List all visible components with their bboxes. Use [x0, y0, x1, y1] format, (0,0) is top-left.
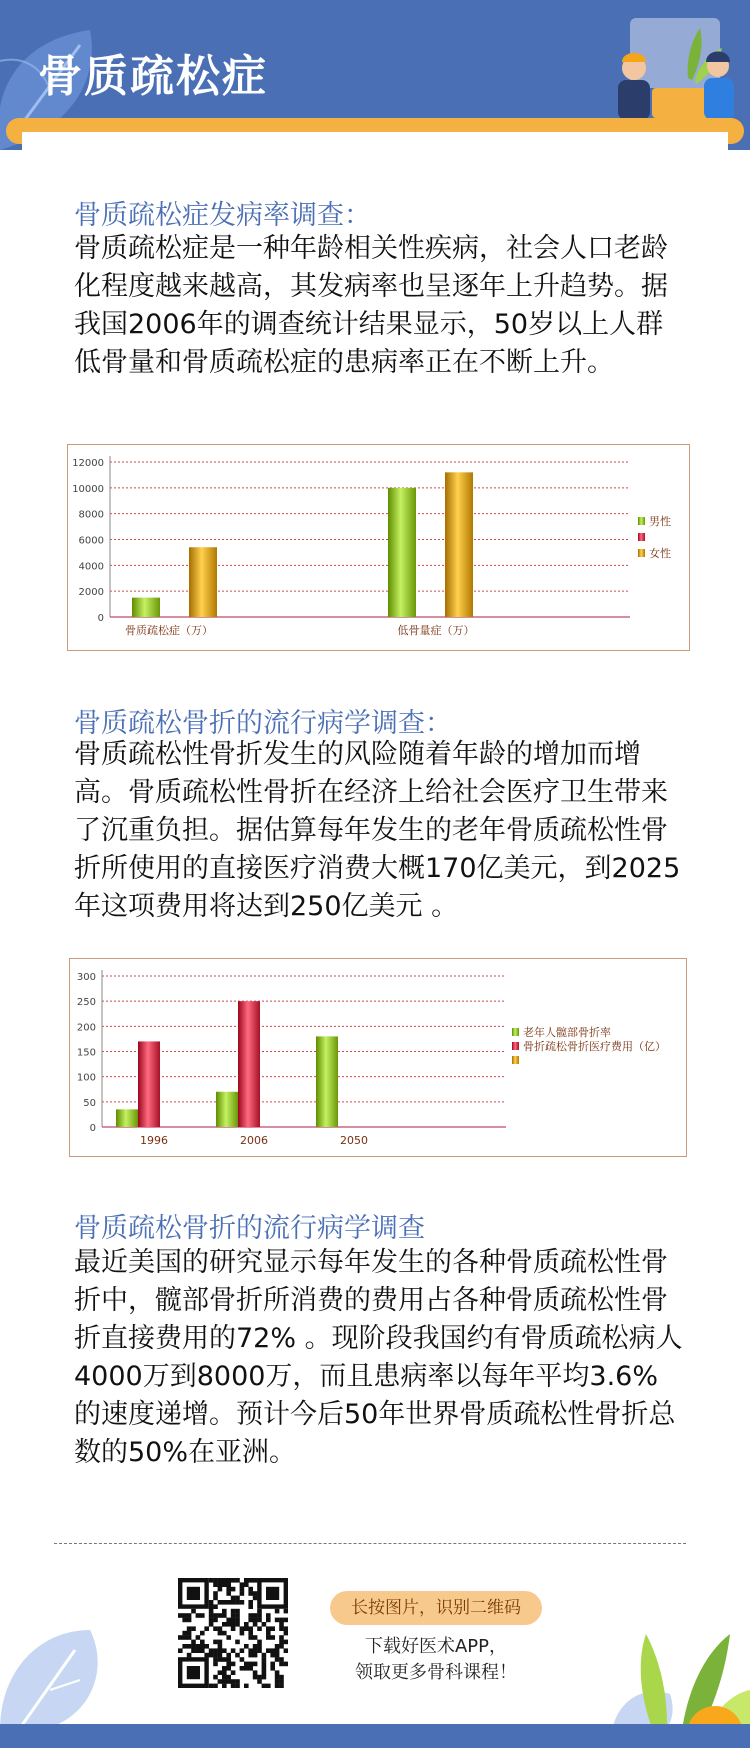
qr-module [262, 1622, 267, 1627]
qr-module [209, 1684, 214, 1688]
chart-fracture-svg [70, 959, 686, 1156]
chart-incidence [67, 444, 690, 651]
qr-module [187, 1635, 192, 1640]
legend-swatch [512, 1028, 519, 1036]
qr-module [248, 1662, 253, 1667]
qr-module [244, 1666, 249, 1671]
qr-module [226, 1578, 231, 1583]
qr-module [240, 1591, 245, 1596]
legend-label: 老年人髋部骨折率 [523, 1026, 611, 1039]
qr-module [266, 1626, 271, 1631]
qr-module [209, 1578, 214, 1583]
qr-module [253, 1578, 258, 1583]
qr-module [213, 1640, 218, 1645]
qr-module [257, 1613, 262, 1618]
y-tick-label: 10000 [72, 483, 104, 495]
qr-module [213, 1662, 218, 1667]
qr-module [235, 1609, 240, 1614]
y-tick-label: 0 [89, 1123, 96, 1134]
qr-module [279, 1622, 284, 1627]
qr-module [284, 1626, 288, 1631]
chart-bar [138, 1041, 160, 1127]
qr-module [218, 1578, 223, 1583]
legend-label: 男性 [649, 515, 671, 528]
qr-module [209, 1648, 214, 1653]
legend-swatch [512, 1042, 519, 1050]
chart-bar [445, 472, 473, 617]
section-title: 骨质疏松症发病率调查： [74, 200, 371, 231]
qr-module [218, 1626, 223, 1631]
qr-module [218, 1587, 223, 1592]
qr-module [200, 1631, 205, 1636]
qr-module [191, 1626, 196, 1631]
qr-module [235, 1618, 240, 1623]
y-tick-label: 12000 [72, 458, 104, 469]
qr-module [200, 1644, 205, 1649]
qr-module [213, 1618, 218, 1623]
qr-module [222, 1657, 227, 1662]
qr-module [257, 1626, 262, 1631]
leaf-decoration-icon [0, 1620, 140, 1730]
qr-module [235, 1679, 240, 1684]
qr-module [244, 1644, 249, 1649]
dashed-divider [54, 1543, 686, 1544]
qr-module [262, 1666, 267, 1671]
qr-module [218, 1640, 223, 1645]
qr-module [226, 1679, 231, 1684]
qr-module [279, 1675, 284, 1680]
qr-module [275, 1648, 280, 1653]
qr-module [279, 1635, 284, 1640]
qr-module [248, 1626, 253, 1631]
qr-module [235, 1600, 240, 1605]
chart-bar [116, 1109, 138, 1127]
qr-module [257, 1609, 262, 1614]
qr-module [266, 1618, 271, 1623]
y-tick-label: 0 [97, 613, 104, 624]
qr-module [222, 1675, 227, 1680]
qr-module [200, 1613, 205, 1618]
qr-module [244, 1578, 249, 1583]
qr-module [226, 1675, 231, 1680]
qr-module [226, 1657, 231, 1662]
qr-module [266, 1684, 271, 1688]
qr-module [275, 1618, 280, 1623]
qr-module [222, 1622, 227, 1627]
qr-module [209, 1622, 214, 1627]
qr-module [191, 1644, 196, 1649]
qr-module [270, 1662, 275, 1667]
qr-module [218, 1648, 223, 1653]
qr-module [204, 1644, 209, 1649]
qr-module [222, 1666, 227, 1671]
y-tick-label: 150 [76, 1047, 96, 1059]
qr-module [209, 1600, 214, 1605]
chart-bar [238, 1001, 260, 1127]
qr-module [222, 1679, 227, 1684]
qr-module [178, 1648, 183, 1653]
x-tick-label: 骨质疏松症（万） [125, 624, 213, 637]
section-body: 骨质疏松症是一种年龄相关性疾病，社会人口老龄化程度越来越高，其发病率也呈逐年上升趋势。据我国2006年的调查统计结果显示，50岁以上人群低骨量和骨质疏松症的患病率正在不断上升。 [74, 233, 668, 378]
qr-module [196, 1648, 201, 1653]
qr-module [226, 1591, 231, 1596]
qr-module [182, 1631, 187, 1636]
qr-module [231, 1626, 236, 1631]
qr-module [253, 1622, 258, 1627]
qr-module [275, 1679, 280, 1684]
qr-module [196, 1613, 201, 1618]
qr-module [266, 1613, 271, 1618]
qr-module [266, 1648, 271, 1653]
qr-module [235, 1684, 240, 1688]
qr-module [235, 1613, 240, 1618]
qr-module [226, 1600, 231, 1605]
qr-module [262, 1684, 267, 1688]
qr-module [279, 1662, 284, 1667]
qr-module [257, 1640, 262, 1645]
x-tick-label: 1996 [140, 1134, 168, 1147]
qr-module [182, 1618, 187, 1623]
qr-module [253, 1675, 258, 1680]
qr-module [218, 1644, 223, 1649]
qr-module [279, 1640, 284, 1645]
qr-module [213, 1657, 218, 1662]
chart-fracture [69, 958, 687, 1157]
qr-module [187, 1626, 192, 1631]
qr-module [200, 1640, 205, 1645]
qr-module [213, 1604, 218, 1609]
qr-module [191, 1609, 196, 1614]
qr-module [253, 1635, 258, 1640]
x-tick-label: 2050 [340, 1134, 368, 1147]
qr-module [270, 1653, 275, 1658]
qr-module [213, 1684, 218, 1688]
download-text-line1: 下载好医术APP， [364, 1636, 508, 1657]
qr-module [248, 1653, 253, 1658]
qr-module [253, 1613, 258, 1618]
qr-module [187, 1618, 192, 1623]
y-tick-label: 250 [76, 997, 96, 1009]
qr-module [196, 1644, 201, 1649]
qr-module [226, 1587, 231, 1592]
y-tick-label: 300 [76, 972, 96, 983]
qr-module [187, 1653, 192, 1658]
y-tick-label: 8000 [78, 509, 104, 521]
qr-module [191, 1640, 196, 1645]
qr-module [279, 1657, 284, 1662]
page-title: 骨质疏松症 [38, 51, 268, 102]
qr-module [231, 1578, 236, 1583]
qr-module [279, 1618, 284, 1623]
qr-module [218, 1582, 223, 1587]
qr-module [248, 1631, 253, 1636]
qr-module [182, 1613, 187, 1618]
chart-incidence-svg [68, 445, 689, 650]
download-text-line2: 领取更多骨科课程！ [355, 1662, 517, 1683]
qr-module [262, 1670, 267, 1675]
qr-module [204, 1626, 209, 1631]
qr-module [279, 1679, 284, 1684]
qr-module [248, 1635, 253, 1640]
qr-module [275, 1670, 280, 1675]
qr-module [253, 1591, 258, 1596]
qr-module [213, 1648, 218, 1653]
qr-module [226, 1662, 231, 1667]
qr-module [218, 1613, 223, 1618]
qr-module [187, 1613, 192, 1618]
y-tick-label: 50 [83, 1097, 96, 1109]
qr-finder-core [266, 1587, 279, 1600]
qr-module [253, 1648, 258, 1653]
qr-module [213, 1578, 218, 1583]
legend-swatch [638, 533, 645, 541]
qr-module [248, 1587, 253, 1592]
qr-module [226, 1653, 231, 1658]
qr-module [213, 1591, 218, 1596]
qr-module [262, 1675, 267, 1680]
qr-module [200, 1648, 205, 1653]
qr-module [182, 1644, 187, 1649]
qr-module [226, 1622, 231, 1627]
qr-module [253, 1596, 258, 1601]
qr-module [253, 1662, 258, 1667]
qr-module [270, 1648, 275, 1653]
qr-module [213, 1626, 218, 1631]
qr-module [248, 1604, 253, 1609]
qr-module [196, 1635, 201, 1640]
chart-bar [216, 1092, 238, 1127]
legend-label: 骨折疏松骨折医疗费用（亿） [523, 1040, 666, 1053]
qr-module [235, 1640, 240, 1645]
qr-module [257, 1648, 262, 1653]
qr-module [262, 1653, 267, 1658]
qr-module [209, 1618, 214, 1623]
qr-module [231, 1618, 236, 1623]
qr-module [213, 1613, 218, 1618]
qr-module [240, 1600, 245, 1605]
chart-bar [189, 547, 217, 617]
qr-module [248, 1618, 253, 1623]
qr-module [231, 1600, 236, 1605]
qr-module [279, 1684, 284, 1688]
section-title: 骨质疏松骨折的流行病学调查 [74, 1213, 425, 1244]
section-body: 最近美国的研究显示每年发生的各种骨质疏松性骨折中，髋部骨折所消费的费用占各种骨质疏松性骨折直接费用的72% 。现阶段我国约有骨质疏松病人4000万到8000万，而且患病率以每年平均3.6%的速度递增。预计今后50年世界骨质疏松性骨折总数的50%在亚洲。 [74, 1247, 683, 1468]
qr-module [248, 1578, 253, 1583]
qr-module [253, 1644, 258, 1649]
qr-module [226, 1618, 231, 1623]
qr-module [275, 1609, 280, 1614]
qr-module [222, 1600, 227, 1605]
qr-module [209, 1653, 214, 1658]
qr-module [187, 1644, 192, 1649]
x-tick-label: 低骨量症（万） [397, 624, 475, 637]
legend-label: 女性 [649, 547, 671, 560]
qr-module [244, 1684, 249, 1688]
qr-module [240, 1587, 245, 1592]
legend-swatch [638, 549, 645, 557]
qr-module [248, 1648, 253, 1653]
qr-module [266, 1635, 271, 1640]
chart-bar [388, 488, 416, 617]
qr-module [231, 1679, 236, 1684]
qr-module [240, 1626, 245, 1631]
qr-module [218, 1653, 223, 1658]
qr-module [213, 1582, 218, 1587]
qr-module [275, 1653, 280, 1658]
qr-module [279, 1626, 284, 1631]
qr-module [231, 1587, 236, 1592]
qr-module [231, 1622, 236, 1627]
qr-module [284, 1648, 288, 1653]
qr-module [209, 1604, 214, 1609]
doctor-illustration-icon [600, 18, 740, 128]
y-tick-label: 6000 [78, 535, 104, 547]
qr-module [218, 1670, 223, 1675]
qr-module [244, 1626, 249, 1631]
qr-module [204, 1653, 209, 1658]
qr-finder-core [187, 1587, 200, 1600]
qr-module [244, 1582, 249, 1587]
qr-module [270, 1626, 275, 1631]
x-tick-label: 2006 [240, 1134, 268, 1147]
qr-module [218, 1657, 223, 1662]
qr-module [270, 1666, 275, 1671]
qr-module [279, 1644, 284, 1649]
qr-module [275, 1675, 280, 1680]
qr-module [235, 1653, 240, 1658]
qr-module [222, 1613, 227, 1618]
qr-module [235, 1578, 240, 1583]
qr-module [253, 1670, 258, 1675]
qr-module [231, 1596, 236, 1601]
qr-module [222, 1578, 227, 1583]
legend-swatch [638, 517, 645, 525]
qr-module [275, 1684, 280, 1688]
chart-bar [316, 1036, 338, 1127]
qr-finder-core [187, 1666, 200, 1679]
qr-module [222, 1631, 227, 1636]
qr-module [257, 1644, 262, 1649]
qr-module [257, 1618, 262, 1623]
qr-module [231, 1613, 236, 1618]
y-tick-label: 100 [76, 1072, 96, 1084]
qr-module [191, 1648, 196, 1653]
qr-module [222, 1684, 227, 1688]
section-body: 骨质疏松性骨折发生的风险随着年龄的增加而增高。骨质疏松性骨折在经济上给社会医疗卫生带来了沉重负担。据估算每年发生的老年骨质疏松性骨折所使用的直接医疗消费大概170亿美元，到2025年这项费用将达到250亿美元 。 [74, 739, 681, 922]
qr-module [226, 1582, 231, 1587]
qr-module [222, 1582, 227, 1587]
chart-bar [132, 598, 160, 617]
qr-module [275, 1657, 280, 1662]
footer-band [0, 1724, 750, 1748]
y-tick-label: 200 [76, 1022, 96, 1034]
qr-module [284, 1618, 288, 1623]
qr-module [240, 1648, 245, 1653]
qr-module [248, 1666, 253, 1671]
qr-module [284, 1640, 288, 1645]
qr-module [231, 1662, 236, 1667]
qr-module [248, 1613, 253, 1618]
qr-module [226, 1635, 231, 1640]
qr-module [178, 1635, 183, 1640]
qr-code-icon[interactable] [178, 1578, 288, 1688]
qr-module [222, 1670, 227, 1675]
qr-module [178, 1613, 183, 1618]
qr-module [231, 1670, 236, 1675]
qr-module [213, 1596, 218, 1601]
qr-module [240, 1657, 245, 1662]
qr-module [284, 1631, 288, 1636]
qr-module [248, 1591, 253, 1596]
qr-module [284, 1662, 288, 1667]
qr-module [231, 1684, 236, 1688]
qr-module [213, 1675, 218, 1680]
qr-module [262, 1657, 267, 1662]
qr-module [253, 1618, 258, 1623]
qr-module [257, 1675, 262, 1680]
qr-module [270, 1635, 275, 1640]
qr-module [222, 1648, 227, 1653]
qr-module [257, 1679, 262, 1684]
qr-module [218, 1631, 223, 1636]
qr-module [240, 1631, 245, 1636]
y-tick-label: 4000 [78, 561, 104, 573]
qr-module [240, 1666, 245, 1671]
qr-module [231, 1609, 236, 1614]
qr-module [253, 1653, 258, 1658]
legend-swatch [512, 1056, 519, 1064]
qr-module [222, 1609, 227, 1614]
qr-module [182, 1635, 187, 1640]
section-title: 骨质疏松骨折的流行病学调查： [74, 708, 452, 739]
qr-module [226, 1666, 231, 1671]
qr-module [187, 1631, 192, 1636]
qr-module [235, 1596, 240, 1601]
scan-hint-badge: 长按图片，识别二维码 [330, 1591, 542, 1625]
qr-module [218, 1600, 223, 1605]
qr-module [240, 1582, 245, 1587]
y-tick-label: 2000 [78, 587, 104, 599]
qr-module [231, 1648, 236, 1653]
qr-module [235, 1622, 240, 1627]
qr-module [248, 1600, 253, 1605]
qr-module [266, 1631, 271, 1636]
qr-module [244, 1622, 249, 1627]
qr-module [209, 1613, 214, 1618]
qr-module [218, 1679, 223, 1684]
qr-module [244, 1662, 249, 1667]
qr-module [209, 1609, 214, 1614]
qr-module [262, 1662, 267, 1667]
qr-module [275, 1644, 280, 1649]
qr-module [284, 1609, 288, 1614]
qr-module [213, 1653, 218, 1658]
